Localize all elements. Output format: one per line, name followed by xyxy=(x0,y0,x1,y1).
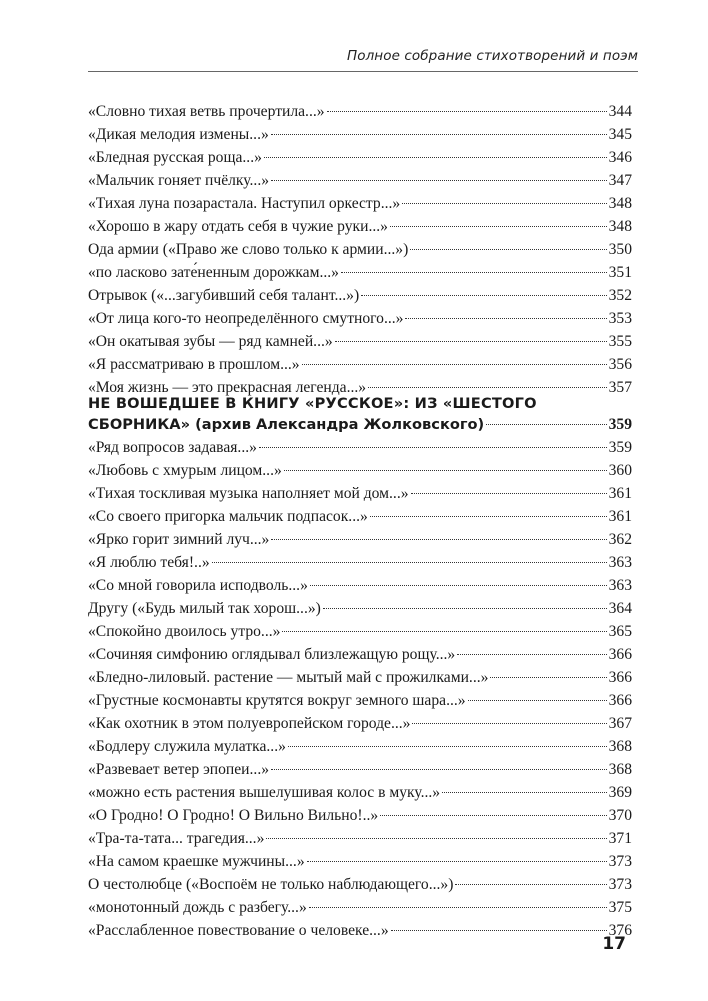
toc-entry-page: 373 xyxy=(608,876,632,893)
toc-entry-title: «Словно тихая ветвь прочертила...» xyxy=(88,103,325,120)
dot-leader xyxy=(310,585,607,586)
toc-entry-page: 363 xyxy=(608,577,632,594)
toc-entry-page: 364 xyxy=(608,600,632,617)
dot-leader xyxy=(391,930,607,931)
toc-entry-title: «Тра-та-тата... трагедия...» xyxy=(88,830,265,847)
dot-leader xyxy=(271,769,607,770)
toc-entry-page: 366 xyxy=(608,669,632,686)
toc-entry-title: «Со своего пригорка мальчик подпасок...» xyxy=(88,508,368,525)
toc-entry xyxy=(88,330,632,353)
toc-entry-page: 361 xyxy=(608,508,632,525)
toc-entry xyxy=(88,353,632,376)
dot-leader xyxy=(455,884,606,885)
toc-entry-title: Отрывок («...загубивший себя талант...») xyxy=(88,287,360,304)
dot-leader xyxy=(380,815,606,816)
dot-leader xyxy=(361,295,606,296)
toc-entry-title: Ода армии («Право же слово только к армии...») xyxy=(88,241,409,258)
toc-entry xyxy=(88,238,632,261)
dot-leader xyxy=(486,424,606,425)
page-number: 17 xyxy=(602,934,626,954)
toc-entry-title: «Грустные космонавты крутятся вокруг земного шара...» xyxy=(88,692,466,709)
toc-entry xyxy=(88,689,632,712)
dot-leader xyxy=(457,654,606,655)
toc-entry xyxy=(88,551,632,574)
dot-leader xyxy=(335,341,607,342)
toc-entry-title: «От лица кого-то неопределённого смутного...» xyxy=(88,310,404,327)
dot-leader xyxy=(341,272,607,273)
toc-entry-title: «Развевает ветер эпопеи...» xyxy=(88,761,270,778)
dot-leader xyxy=(282,631,606,632)
dot-leader xyxy=(412,723,606,724)
section-page-number: 359 xyxy=(608,416,632,433)
dot-leader xyxy=(307,861,607,862)
toc-entry-title: «Моя жизнь — это прекрасная легенда...» xyxy=(88,379,367,396)
dot-leader xyxy=(302,364,607,365)
toc-entry xyxy=(88,436,632,459)
toc-entry-page: 366 xyxy=(608,646,632,663)
dot-leader xyxy=(264,157,607,158)
dot-leader xyxy=(410,249,606,250)
toc-entry xyxy=(88,827,632,850)
toc-entry xyxy=(88,781,632,804)
toc-entry-title: «Хорошо в жару отдать себя в чужие руки...» xyxy=(88,218,388,235)
dot-leader xyxy=(266,838,606,839)
toc-entry xyxy=(88,666,632,689)
toc-entry xyxy=(88,712,632,735)
toc-entry-page: 368 xyxy=(608,738,632,755)
toc-entry-page: 365 xyxy=(608,623,632,640)
toc-entry xyxy=(88,597,632,620)
toc-entry xyxy=(88,284,632,307)
toc-entry-title: «Ярко горит зимний луч...» xyxy=(88,531,270,548)
toc-entry xyxy=(88,919,632,942)
toc-entry-title: «можно есть растения вышелушивая колос в муку...» xyxy=(88,784,441,801)
section-heading-line2: СБОРНИКА» (архив Александра Жолковского) xyxy=(88,416,485,433)
toc-entry-page: 348 xyxy=(608,195,632,212)
dot-leader xyxy=(271,134,607,135)
toc-entry-page: 369 xyxy=(608,784,632,801)
toc-entry xyxy=(88,850,632,873)
section-heading xyxy=(88,393,632,435)
dot-leader xyxy=(442,792,607,793)
toc-entry-title: «Тихая луна позарастала. Наступил оркестр...» xyxy=(88,195,401,212)
toc-entry-page: 368 xyxy=(608,761,632,778)
dot-leader xyxy=(309,907,607,908)
toc-entry-title: «Со мной говорила исподволь...» xyxy=(88,577,308,594)
dot-leader xyxy=(411,493,607,494)
toc-entry-page: 367 xyxy=(608,715,632,732)
toc-entry-page: 355 xyxy=(608,333,632,350)
toc-entry-title: «Бледно-лиловый. растение — мытый май с прожилками...» xyxy=(88,669,489,686)
dot-leader xyxy=(402,203,606,204)
toc-entry xyxy=(88,643,632,666)
toc-entry-page: 363 xyxy=(608,554,632,571)
dot-leader xyxy=(327,111,607,112)
toc-entry-page: 350 xyxy=(608,241,632,258)
toc-entry-title: «по ласково зате́ненным дорожкам...» xyxy=(88,264,339,281)
toc-entry-title: «Дикая мелодия измены...» xyxy=(88,126,269,143)
running-head: Полное собрание стихотворений и поэм xyxy=(346,48,638,64)
toc-entry xyxy=(88,261,632,284)
dot-leader xyxy=(271,539,606,540)
toc-entry-page: 360 xyxy=(608,462,632,479)
toc-entry xyxy=(88,459,632,482)
toc-entry-title: «О Гродно! О Гродно! О Вильно Вильно!..» xyxy=(88,807,379,824)
section-heading-line1: НЕ ВОШЕДШЕЕ В КНИГУ «РУССКОЕ»: ИЗ «ШЕСТОГО xyxy=(88,395,537,412)
toc-entry xyxy=(88,758,632,781)
toc-entry-title: «Ряд вопросов задавая...» xyxy=(88,439,257,456)
toc-entry-title: «Он окатывая зубы — ряд камней...» xyxy=(88,333,333,350)
toc-entry-page: 376 xyxy=(608,922,632,939)
toc-entry-title: «Я люблю тебя!..» xyxy=(88,554,210,571)
toc-entry-title: «Расслабленное повествование о человеке...» xyxy=(88,922,389,939)
toc-entry xyxy=(88,307,632,330)
toc-entry-page: 353 xyxy=(608,310,632,327)
toc-entry-page: 346 xyxy=(608,149,632,166)
toc-entry-title: «На самом краешке мужчины...» xyxy=(88,853,305,870)
dot-leader xyxy=(370,516,607,517)
toc-entry-page: 357 xyxy=(608,379,632,396)
toc-entry xyxy=(88,146,632,169)
dot-leader xyxy=(490,677,606,678)
dot-leader xyxy=(323,608,607,609)
toc-entry xyxy=(88,574,632,597)
toc-entry xyxy=(88,100,632,123)
dot-leader xyxy=(368,387,607,388)
toc-entry-page: 351 xyxy=(608,264,632,281)
toc-entry-title: «Я рассматриваю в прошлом...» xyxy=(88,356,300,373)
toc-entry-title: «Как охотник в этом полуевропейском городе...» xyxy=(88,715,411,732)
toc-entry xyxy=(88,735,632,758)
toc-entry-page: 373 xyxy=(608,853,632,870)
toc-entry xyxy=(88,169,632,192)
toc-entry-page: 370 xyxy=(608,807,632,824)
toc-entry xyxy=(88,896,632,919)
toc-entry xyxy=(88,528,632,551)
toc-entry-page: 361 xyxy=(608,485,632,502)
dot-leader xyxy=(212,562,607,563)
toc-entry xyxy=(88,123,632,146)
toc-entry-title: «Тихая тоскливая музыка наполняет мой дом...» xyxy=(88,485,409,502)
toc-entry-title: «Бодлеру служила мулатка...» xyxy=(88,738,286,755)
toc-entry-page: 375 xyxy=(608,899,632,916)
toc-entry-page: 344 xyxy=(608,103,632,120)
toc-entry-page: 362 xyxy=(608,531,632,548)
dot-leader xyxy=(259,447,607,448)
toc-entry-page: 356 xyxy=(608,356,632,373)
toc-entry xyxy=(88,482,632,505)
dot-leader xyxy=(390,226,607,227)
dot-leader xyxy=(271,180,607,181)
toc-entry-title: «монотонный дождь с разбегу...» xyxy=(88,899,307,916)
toc-entry-title: Другу («Будь милый так хорош...») xyxy=(88,600,321,617)
toc-list-part1 xyxy=(88,100,632,399)
toc-entry-page: 345 xyxy=(608,126,632,143)
toc-entry-title: «Сочиняя симфонию оглядывал близлежащую рощу...» xyxy=(88,646,456,663)
toc-entry-title: «Любовь с хмурым лицом...» xyxy=(88,462,282,479)
toc-entry-page: 347 xyxy=(608,172,632,189)
toc-entry xyxy=(88,873,632,896)
dot-leader xyxy=(284,470,607,471)
toc-entry xyxy=(88,505,632,528)
toc-entry-title: «Мальчик гоняет пчёлку...» xyxy=(88,172,270,189)
toc-entry-page: 352 xyxy=(608,287,632,304)
toc-entry-page: 366 xyxy=(608,692,632,709)
toc-entry xyxy=(88,804,632,827)
toc-entry-page: 371 xyxy=(608,830,632,847)
toc-entry-title: О честолюбце («Воспоём не только наблюдающего...») xyxy=(88,876,454,893)
dot-leader xyxy=(405,318,606,319)
toc-entry xyxy=(88,620,632,643)
toc-list-part2 xyxy=(88,436,632,942)
toc-entry xyxy=(88,192,632,215)
toc-entry-page: 348 xyxy=(608,218,632,235)
dot-leader xyxy=(288,746,607,747)
dot-leader xyxy=(468,700,607,701)
header-rule xyxy=(88,71,638,72)
toc-entry-title: «Спокойно двоилось утро...» xyxy=(88,623,281,640)
toc-entry-page: 359 xyxy=(608,439,632,456)
toc-entry xyxy=(88,215,632,238)
toc-entry-title: «Бледная русская роща...» xyxy=(88,149,262,166)
